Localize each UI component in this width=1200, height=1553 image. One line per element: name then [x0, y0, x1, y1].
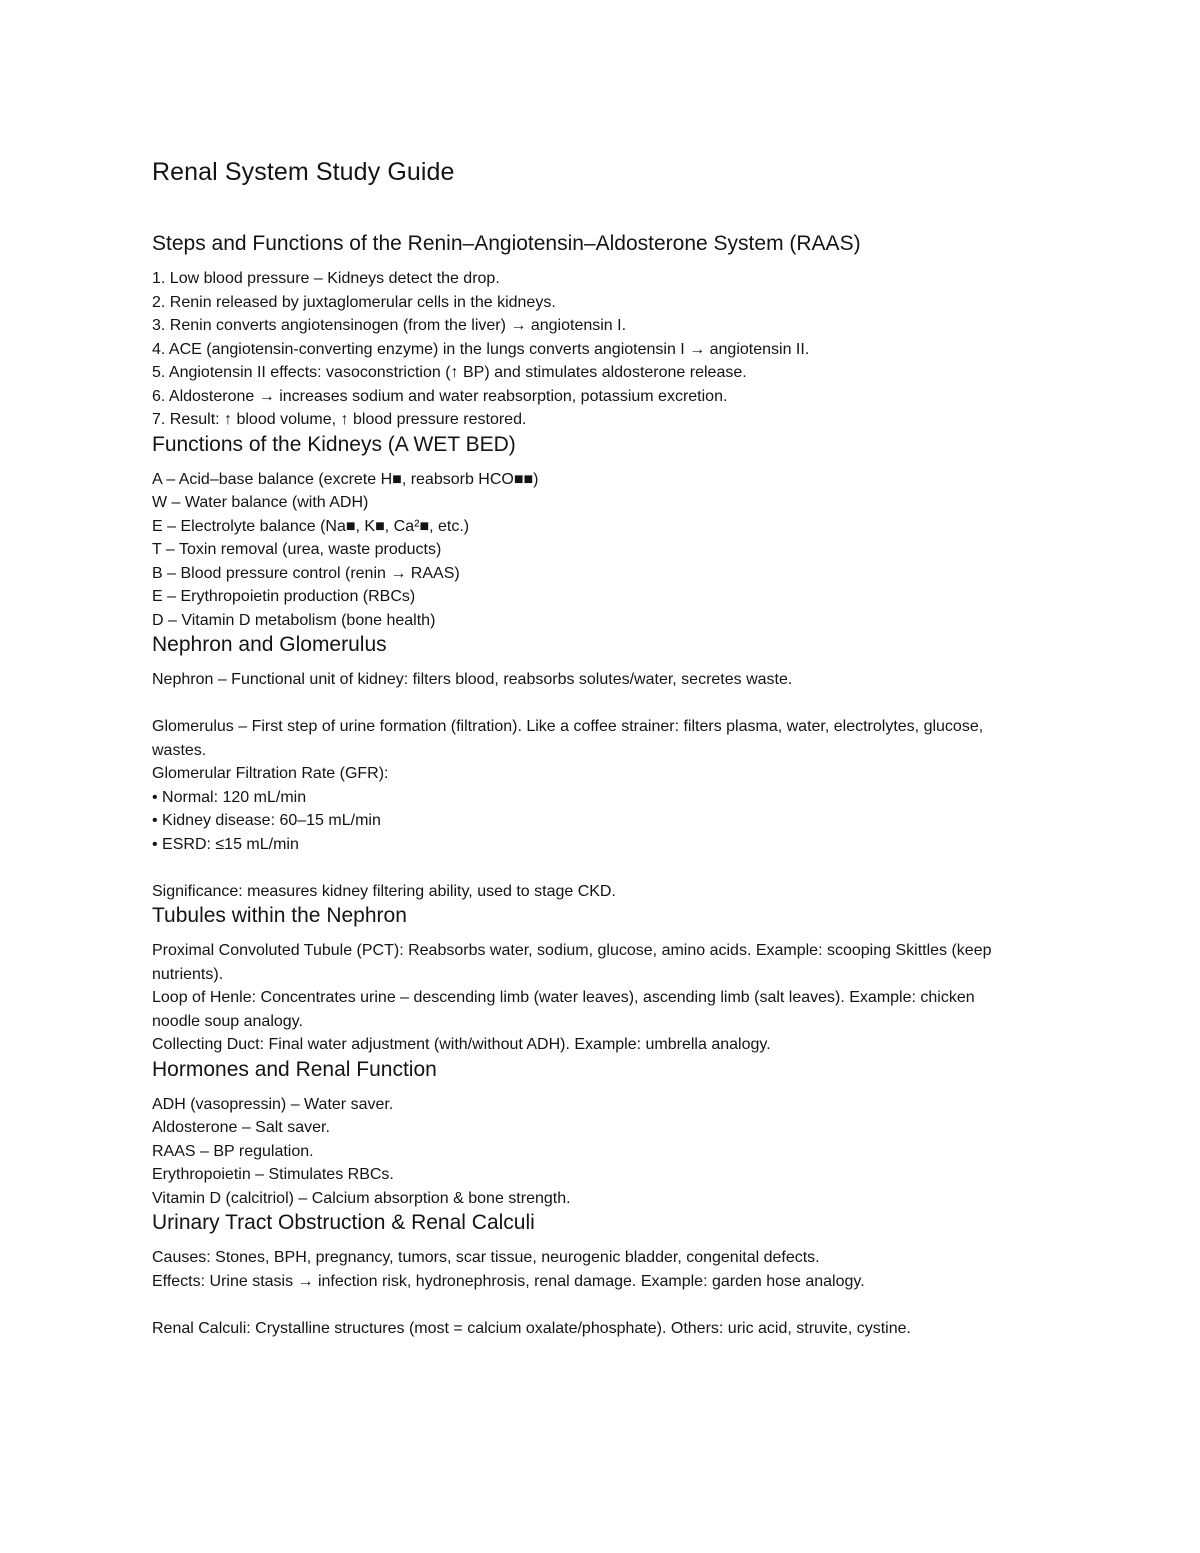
hormones-list [152, 1093, 1052, 1211]
tubules-heading: Tubules within the Nephron [152, 904, 407, 927]
document-page [152, 150, 1052, 1340]
kidney-function-item: D – Vitamin D metabolism (bone health) [152, 611, 436, 629]
collecting-duct-description: Collecting Duct: Final water adjustment (with/without ADH). Example: umbrella analogy. [152, 1036, 771, 1053]
raas-step: 4. ACE (angiotensin-converting enzyme) in the lungs converts angiotensin I → angiotensin II. [152, 340, 810, 358]
gfr-item: • Kidney disease: 60–15 mL/min [152, 812, 381, 829]
nephron-definition: Nephron – Functional unit of kidney: filters blood, reabsorbs solutes/water, secretes waste. [152, 671, 793, 688]
gfr-item: • ESRD: ≤15 mL/min [152, 835, 299, 853]
obstruction-effects: Effects: Urine stasis → infection risk, hydronephrosis, renal damage. Example: garden hose analogy. [152, 1272, 865, 1290]
kidney-function-item: B – Blood pressure control (renin → RAAS) [152, 564, 460, 582]
nephron-heading: Nephron and Glomerulus [152, 633, 387, 656]
kidney-functions-list [152, 468, 1052, 633]
obstruction-causes: Causes: Stones, BPH, pregnancy, tumors, scar tissue, neurogenic bladder, congenital defects. [152, 1249, 820, 1266]
raas-heading: Steps and Functions of the Renin–Angiotensin–Aldosterone System (RAAS) [152, 232, 861, 255]
kidney-function-item: A – Acid–base balance (excrete H■, reabsorb HCO■■) [152, 470, 539, 488]
gfr-item: • Normal: 120 mL/min [152, 788, 307, 806]
spacer [152, 856, 1052, 880]
kidney-functions-heading: Functions of the Kidneys (A WET BED) [152, 432, 516, 456]
raas-step: 5. Angiotensin II effects: vasoconstriction (↑ BP) and stimulates aldosterone release. [152, 364, 747, 381]
gfr-list [152, 786, 1052, 857]
pct-description: Proximal Convoluted Tubule (PCT): Reabsorbs water, sodium, glucose, amino acids. Example: scooping Skittles (keep nutrients). [152, 942, 992, 983]
hormone-item: ADH (vasopressin) – Water saver. [152, 1095, 394, 1113]
spacer [152, 1293, 1052, 1317]
raas-steps-list [152, 267, 1052, 432]
kidney-function-item: T – Toxin removal (urea, waste products) [152, 541, 442, 558]
raas-step: 2. Renin released by juxtaglomerular cells in the kidneys. [152, 293, 556, 311]
renal-calculi-description: Renal Calculi: Crystalline structures (most = calcium oxalate/phosphate). Others: uric acid, struvite, cystine. [152, 1319, 911, 1337]
hormone-item: RAAS – BP regulation. [152, 1142, 314, 1160]
spacer [152, 692, 1052, 716]
gfr-label: Glomerular Filtration Rate (GFR): [152, 765, 389, 782]
glomerulus-definition: Glomerulus – First step of urine formation (filtration). Like a coffee strainer: filters plasma, water, electrolytes, glucose, wastes. [152, 718, 984, 759]
hormone-item: Aldosterone – Salt saver. [152, 1119, 330, 1136]
obstruction-heading: Urinary Tract Obstruction & Renal Calculi [152, 1211, 535, 1234]
hormone-item: Erythropoietin – Stimulates RBCs. [152, 1166, 394, 1183]
page-title: Renal System Study Guide [152, 158, 455, 186]
gfr-significance: Significance: measures kidney filtering ability, used to stage CKD. [152, 882, 616, 900]
kidney-function-item: E – Erythropoietin production (RBCs) [152, 588, 416, 605]
raas-step: 6. Aldosterone → increases sodium and water reabsorption, potassium excretion. [152, 387, 728, 405]
kidney-function-item: W – Water balance (with ADH) [152, 494, 369, 511]
hormones-heading: Hormones and Renal Function [152, 1057, 437, 1081]
loop-of-henle-description: Loop of Henle: Concentrates urine – descending limb (water leaves), ascending limb (salt leaves). Example: chicken noodle soup analogy. [152, 989, 975, 1030]
kidney-function-item: E – Electrolyte balance (Na■, K■, Ca²■, etc.) [152, 517, 470, 535]
hormone-item: Vitamin D (calcitriol) – Calcium absorption & bone strength. [152, 1189, 571, 1207]
raas-step: 3. Renin converts angiotensinogen (from the liver) → angiotensin I. [152, 317, 627, 334]
raas-step: 1. Low blood pressure – Kidneys detect the drop. [152, 270, 500, 287]
raas-step: 7. Result: ↑ blood volume, ↑ blood pressure restored. [152, 411, 527, 428]
